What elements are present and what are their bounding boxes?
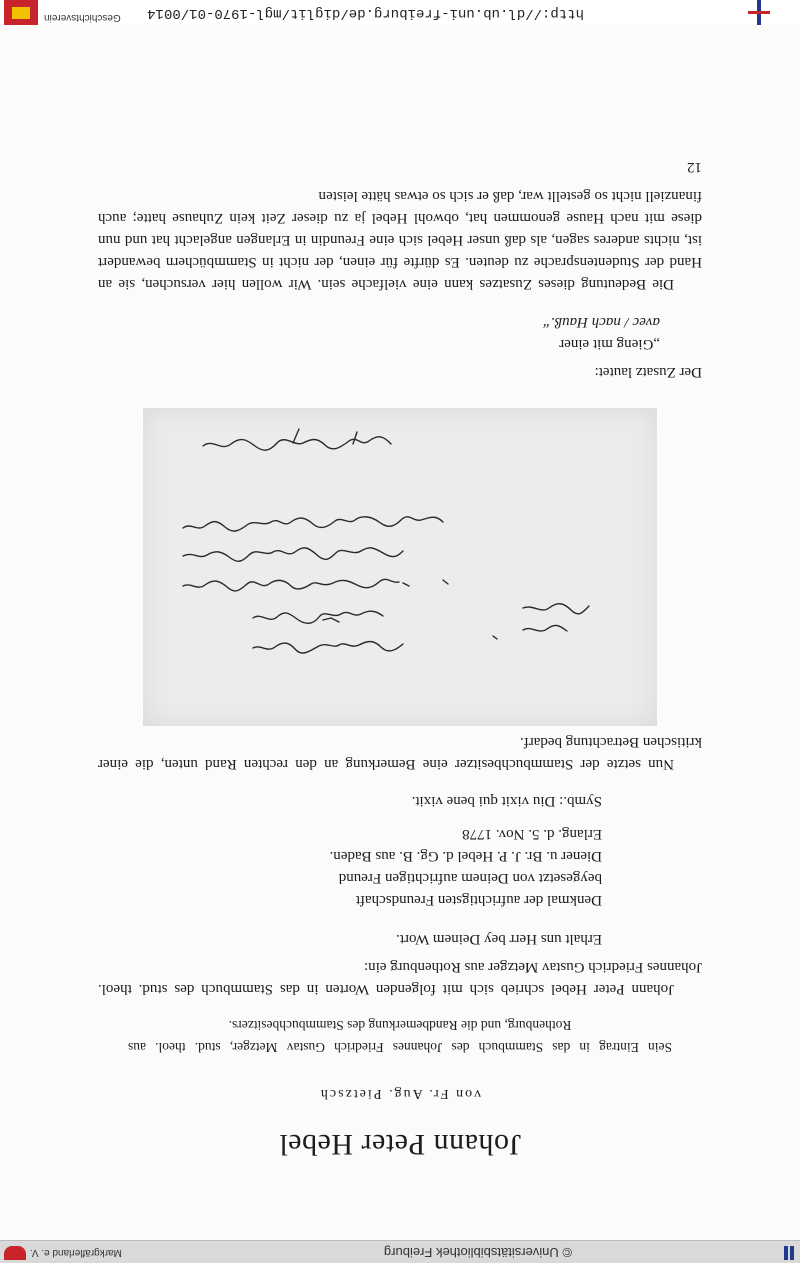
intro-paragraph: Johann Peter Hebel schrieb sich mit folgenden Worten in das Stammbuch des stud. theol. Johannes Friedrich Gustav Metzger aus Rothenburg ein: <box>98 959 702 997</box>
body-paragraph: Die Bedeutung dieses Zusatzes kann eine vielfache sein. Wir wollen hier versuchen, sie an Hand der Studentensprache zu deuten. Es dürfte für einen, der nicht in Stammbüchern bewandert ist, nichts anderes sagen, als daß unser Hebel sich eine Freundin in Erlangen angelacht hat und nun diese mit nach Hause genommen hat, obwohl Hebel ja zu dieser Zeit kein Zuhause hatte; auch finanziell nicht so gestellt war, daß er sich so etwas hätte leisten <box>98 188 702 292</box>
quote-line: Diener u. Br. J. P. Hebel d. Gg. B. aus Baden. <box>329 848 602 864</box>
partner-text: Markgräflerland e. V. <box>30 1247 122 1258</box>
society-text: Geschichtsverein <box>44 12 121 23</box>
article-author: von Fr. Aug. Pietzsch <box>318 1086 482 1101</box>
ub-freiburg-logo-icon <box>782 1246 794 1260</box>
handwritten-manuscript-image <box>143 408 657 726</box>
article-subtitle: Sein Eintrag in das Stammbuch des Johannes Friedrich Gustav Metzger, stud. theol. aus Rothenburg, und die Randbemerkung des Stammbuchbesitzers. <box>128 1018 672 1055</box>
uni-freiburg-logo-icon <box>748 0 770 25</box>
quote-block <box>543 311 660 355</box>
article-title: Johann Peter Hebel <box>278 1128 522 1161</box>
header-bar <box>0 1240 800 1263</box>
body-paragraph: Nun setzte der Stammbuchbesitzer eine Bemerkung an den rechten Rand unten, die einer kritischen Betrachtung bedarf. <box>98 734 702 772</box>
manuscript-scribble <box>143 408 657 726</box>
quote-line: beygesetzt von Deinem aufrichtigen Freund <box>338 870 602 886</box>
quote-date: Erlang. d. 5. Nov. 1778 <box>462 826 602 842</box>
markgraeflerland-crest-icon <box>4 1246 26 1260</box>
quote-line: Erhalt uns Herr bey Deinem Wort. <box>396 931 602 947</box>
quote-intro: Der Zusatz lautet: <box>594 364 702 380</box>
geschichtsverein-crest-icon <box>4 0 38 25</box>
permalink-url[interactable]: http://dl.ub.uni-freiburg.de/diglit/mgl-1970-01/0014 <box>147 5 584 21</box>
footer-bar <box>0 0 800 25</box>
quote-line: „Gieng mit einer <box>559 336 660 352</box>
quote-block <box>330 845 602 911</box>
quote-symbol: Symb.: Diu vixit qui bene vixit. <box>411 793 602 809</box>
quote-line: Denkmal der aufrichtigsten Freundschaft <box>355 892 602 908</box>
copyright-text: © Universitätsbibliothek Freiburg <box>383 1245 572 1260</box>
page-number: 12 <box>687 159 702 175</box>
quote-line: avec / nach Hauß.“ <box>542 314 660 330</box>
